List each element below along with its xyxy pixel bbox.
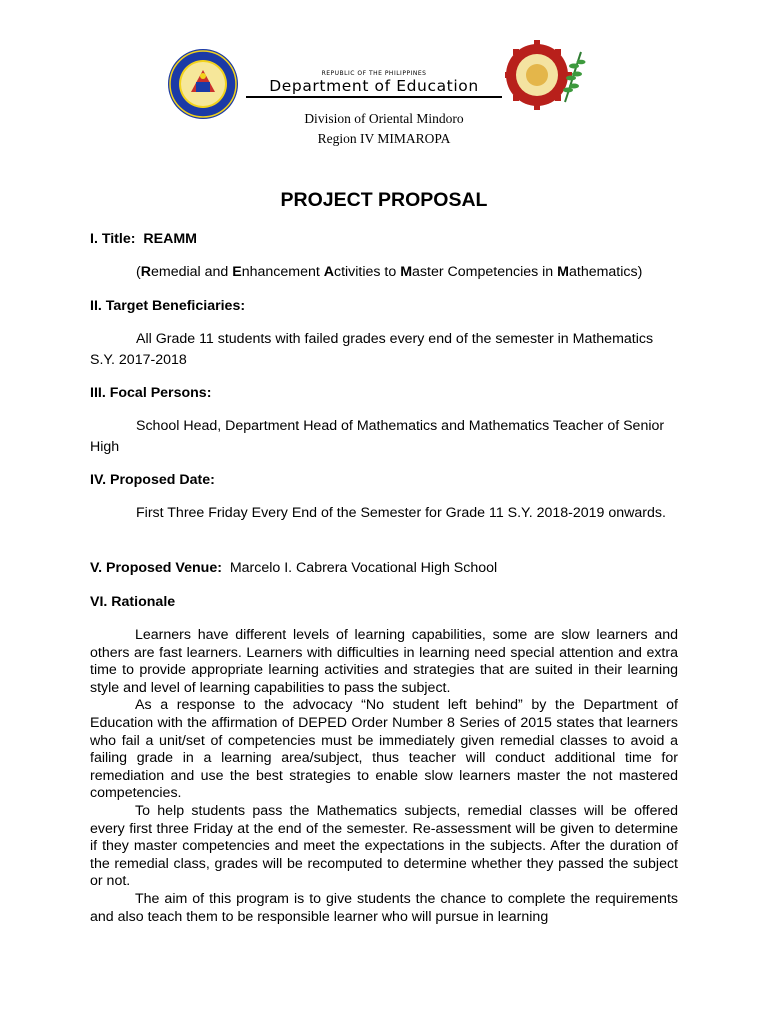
acronym-word: aster Competencies in <box>412 264 558 280</box>
document-title: PROJECT PROPOSAL <box>280 189 488 211</box>
acronym-word: emedial and <box>150 264 233 280</box>
header-rule <box>246 96 502 98</box>
section-date-heading: IV. Proposed Date: <box>90 472 215 488</box>
deped-wordmark <box>246 70 502 98</box>
region-line: Region IV MIMAROPA <box>317 131 451 146</box>
acronym-word: athematics <box>568 264 638 280</box>
rationale-body <box>90 627 678 926</box>
section-rationale-heading: VI. Rationale <box>90 594 176 610</box>
rationale-paragraph: To help students pass the Mathematics subjects, remedial classes will be offered every first three Friday at the end of the semester. Re-assessment will be given to determine if they master competencies and meet the expectations in the subjects. After the duration of the remedial class, grades will be recomputed to determine whether they passed the subject or not. <box>90 802 678 890</box>
section-focal-heading: III. Focal Persons: <box>90 385 212 401</box>
beneficiaries-paragraph: All Grade 11 students with failed grades every end of the semester in Mathematics S.Y. 2017-2018 <box>90 331 654 368</box>
title-value: REAMM <box>143 231 197 247</box>
acronym-initial: M <box>557 264 569 280</box>
acronym-expansion: (Remedial and Enhancement Activities to Master Competencies in Mathematics) <box>136 264 643 280</box>
section-title <box>90 230 197 248</box>
acronym-initial: E <box>232 264 242 280</box>
section-beneficiaries-heading: II. Target Beneficiaries: <box>90 298 246 314</box>
republic-caption: REPUBLIC OF THE PHILIPPINES <box>321 70 427 77</box>
division-line: Division of Oriental Mindoro <box>304 111 464 126</box>
school-seal-logo <box>505 40 587 110</box>
acronym-initial: A <box>323 264 334 280</box>
acronym-initial: M <box>400 264 413 280</box>
department-name: Department of Education <box>269 77 479 95</box>
section-venue <box>90 559 497 577</box>
rationale-paragraph: As a response to the advocacy “No student left behind” by the Department of Education with the affirmation of DEPED Order Number 8 Series of 2015 states that learners who fail a unit/set of competencies must be immediately given remedial classes to avoid a failing grade in a learning area/subject, thus teacher will conduct additional time for remediation and use the best strategies to enable slow learners master the not mastered competencies. <box>90 697 678 802</box>
section-label: V. Proposed Venue: <box>90 560 222 576</box>
rationale-paragraph: Learners have different levels of learning capabilities, some are slow learners and others are fast learners. Learners with difficulties in learning need special attention and extra time to provide appropriate learning activities and strategies that are suited in their learning style and level of learning capabilities to pass the subject. <box>90 627 678 696</box>
acronym-word: nhancement <box>241 264 324 280</box>
venue-value: Marcelo I. Cabrera Vocational High School <box>229 560 498 576</box>
focal-paragraph: School Head, Department Head of Mathematics and Mathematics Teacher of Senior High <box>90 418 665 455</box>
acronym-initial: R <box>140 264 151 280</box>
section-label: I. Title: <box>90 231 136 247</box>
rationale-paragraph: The aim of this program is to give students the chance to complete the requirements and also teach them to be responsible learner who will pursue in learning <box>90 890 678 925</box>
deped-seal-logo <box>167 48 239 120</box>
date-paragraph: First Three Friday Every End of the Semester for Grade 11 S.Y. 2018-2019 onwards. <box>136 505 666 521</box>
acronym-word: ctivities to <box>333 264 401 280</box>
